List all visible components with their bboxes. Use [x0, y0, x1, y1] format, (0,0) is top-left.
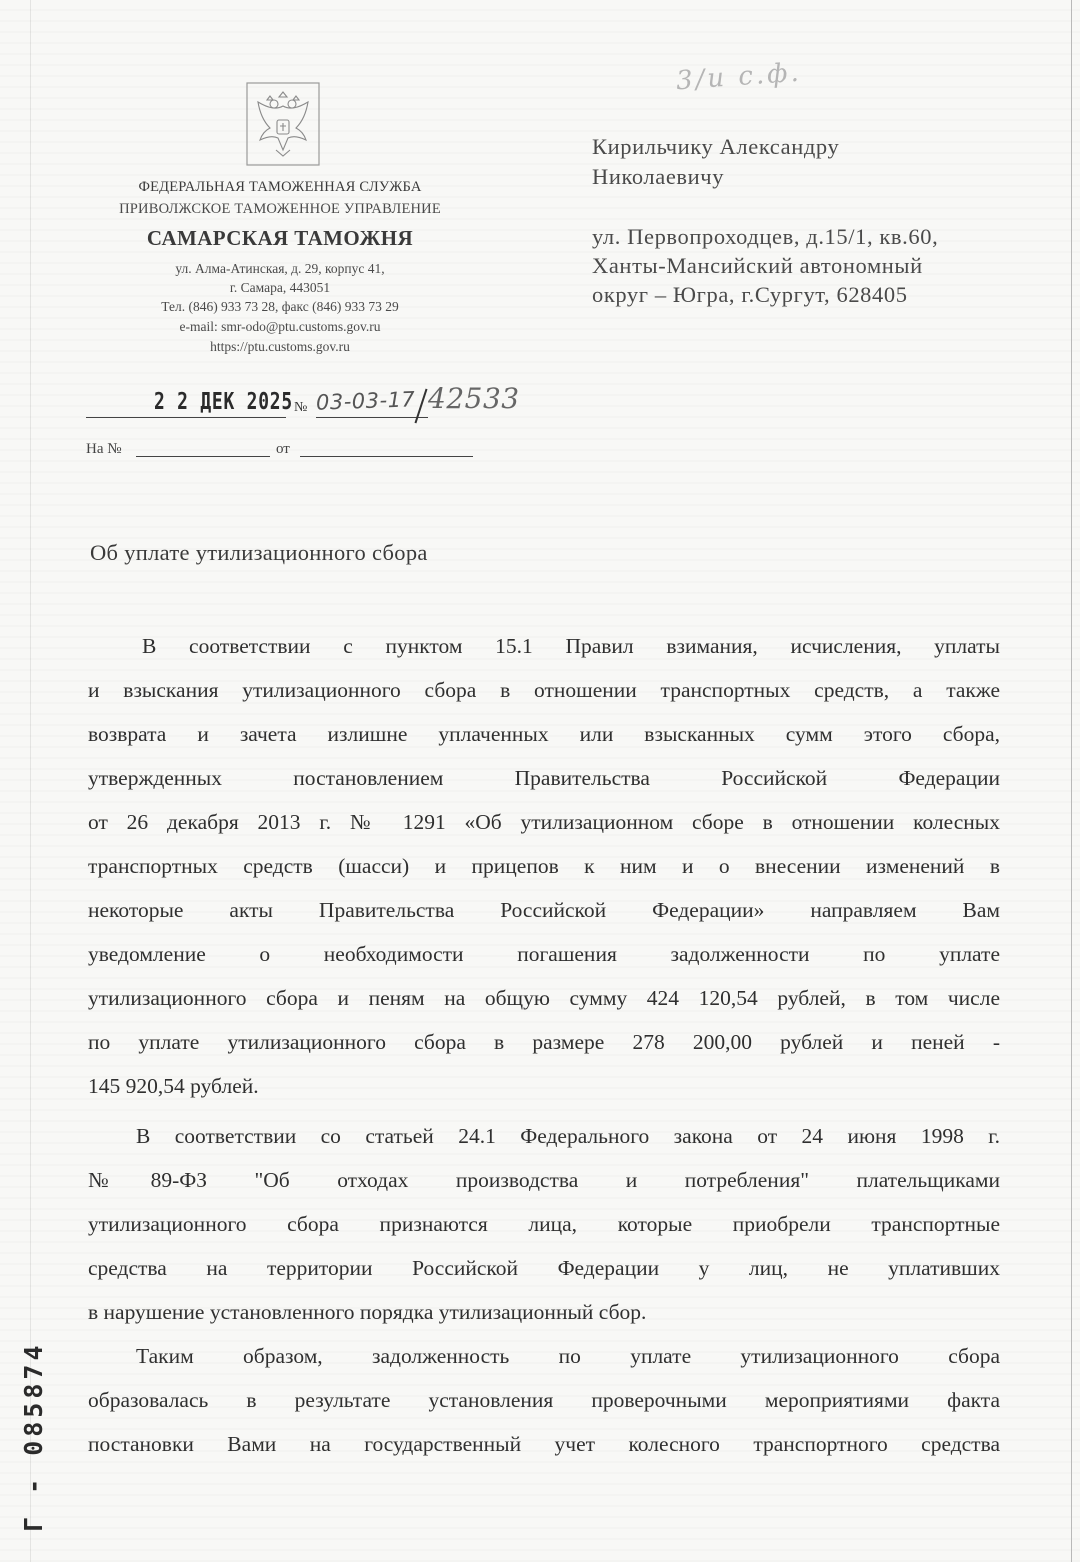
body-line: в нарушение установленного порядка утилизационный сбор.: [88, 1300, 647, 1324]
body-line: утилизационного сбора и пеням на общую сумму 424 120,54 рублей, в том числе: [88, 986, 1000, 1010]
sender-address-street: ул. Алма-Атинская, д. 29, корпус 41,: [175, 261, 385, 276]
recipient-address-line2: Ханты-Мансийский автономный: [592, 253, 923, 278]
body-line: возврата и зачета излишне уплаченных или взысканных сумм этого сбора,: [88, 722, 1000, 746]
date-stamp: 2 2 ДЕК 2025: [154, 389, 293, 415]
reply-from-label: от: [276, 441, 290, 457]
outgoing-number: 03-03-17: [315, 387, 416, 415]
federal-service-name: ФЕДЕРАЛЬНАЯ ТАМОЖЕННАЯ СЛУЖБА: [138, 179, 422, 195]
body-line: уведомление о необходимости погашения задолженности по уплате: [88, 942, 1000, 966]
body-line: средства на территории Российской Федерации у лиц, не уплативших: [88, 1256, 1000, 1280]
body-line: и взыскания утилизационного сбора в отношении транспортных средств, а также: [88, 678, 1000, 702]
page-edge-right: [1071, 0, 1072, 1562]
sender-address-city: г. Самара, 443051: [229, 280, 331, 295]
date-underline: [86, 417, 286, 418]
regional-office-name: ПРИВОЛЖСКОЕ ТАМОЖЕННОЕ УПРАВЛЕНИЕ: [119, 201, 441, 217]
body-line: В соответствии со статьей 24.1 Федерального закона от 24 июня 1998 г.: [136, 1124, 1000, 1148]
reply-from-field-line: [300, 456, 473, 457]
recipient-name-line2: Николаевичу: [592, 164, 725, 189]
recipient-address-line3: округ – Югра, г.Сургут, 628405: [592, 282, 908, 307]
body-line: №89-ФЗ "Об отходах производства и потребления" плательщиками: [88, 1168, 1000, 1192]
page-edge-left: [30, 0, 31, 1562]
form-serial-number: Г - 085874: [19, 1341, 48, 1532]
letter-subject: Об уплате утилизационного сбора: [90, 540, 428, 565]
body-line: от 26 декабря 2013 г. № 1291 «Об утилизационном сборе в отношении колесных: [88, 810, 1000, 834]
number-label: №: [294, 400, 308, 415]
body-line: по уплате утилизационного сбора в размере 278 200,00 рублей и пеней -: [88, 1030, 1000, 1054]
customs-office-name: САМАРСКАЯ ТАМОЖНЯ: [146, 226, 414, 250]
body-line: Таким образом, задолженность по уплате утилизационного сбора: [136, 1344, 1000, 1368]
body-line: образовалась в результате установления проверочными мероприятиями факта: [88, 1388, 1000, 1412]
coat-of-arms-icon: [246, 82, 320, 166]
sender-email: e-mail: smr-odo@ptu.customs.gov.ru: [179, 319, 381, 334]
body-paragraph-2: [88, 1114, 1000, 1334]
body-line: 145 920,54 рублей.: [88, 1074, 259, 1098]
handwritten-note: 3/и с.ф.: [675, 57, 803, 97]
body-line: утилизационного сбора признаются лица, которые приобрели транспортные: [88, 1212, 1000, 1236]
number-slash: [414, 389, 427, 424]
body-paragraph-3: [88, 1334, 1000, 1466]
body-line: утвержденных постановлением Правительства Российской Федерации: [88, 766, 1000, 790]
outgoing-number-suffix: 42533: [428, 382, 520, 415]
body-line: некоторые акты Правительства Российской Федерации» направляем Вам: [88, 898, 1000, 922]
recipient-name-line1: Кирильчику Александру: [592, 134, 840, 159]
body-line: постановки Вами на государственный учет колесного транспортного средства: [88, 1432, 1000, 1456]
body-line: транспортных средств (шасси) и прицепов к ним и о внесении изменений в: [88, 854, 1000, 878]
body-paragraph-1: [88, 624, 1000, 1108]
number-underline: [316, 417, 428, 418]
reply-to-label: На №: [86, 441, 122, 457]
recipient-address-line1: ул. Первопроходцев, д.15/1, кв.60,: [592, 224, 939, 249]
sender-website: https://ptu.customs.gov.ru: [210, 339, 350, 354]
body-line: В соответствии с пунктом 15.1 Правил взимания, исчисления, уплаты: [142, 634, 1000, 658]
reply-to-field-line: [136, 456, 270, 457]
sender-phone: Тел. (846) 933 73 28, факс (846) 933 73 29: [161, 299, 399, 314]
